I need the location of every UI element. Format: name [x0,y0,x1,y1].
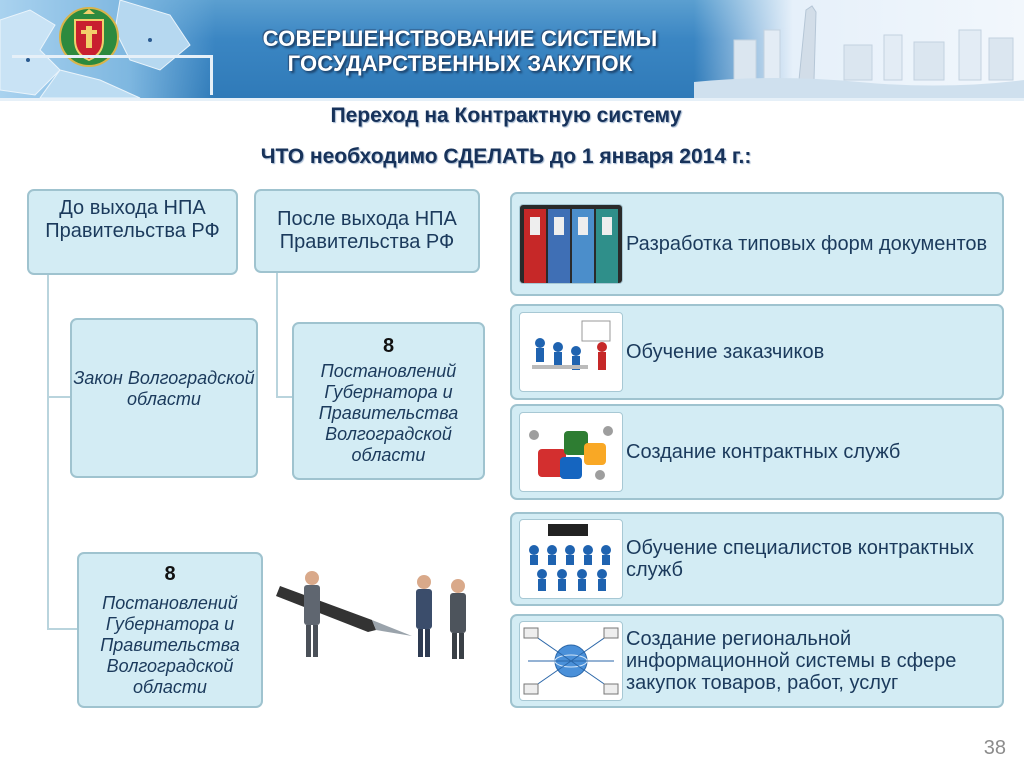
task-item [510,304,1004,400]
left-connector-to-bottom [47,628,77,630]
task-label: Обучение заказчиков [626,341,825,363]
left-resolutions-count: 8 [164,563,176,585]
before-npa-box [27,189,238,275]
task-label: Создание контрактных служб [626,441,901,463]
binders-icon [519,204,623,284]
coat-of-arms-icon [58,6,120,68]
task-label: Разработка типовых форм документов [626,233,988,255]
audience-icon [519,519,623,599]
task-label: Обучение специалистов контрактных служб [626,537,974,581]
header-banner [0,0,1024,98]
title-line-2: ГОСУДАРСТВЕННЫХ ЗАКУПОК [287,51,633,76]
after-npa-label: После выхода НПА Правительства РФ [277,208,457,253]
task-label: Создание региональной информационной системы в сфере закупок товаров, работ, услуг [626,628,957,694]
task-item [510,512,1004,606]
task-item [510,404,1004,500]
question-heading: ЧТО необходимо СДЕЛАТЬ до 1 января 2014 г.: [260,145,752,168]
network-icon [519,621,623,701]
title-line-1: СОВЕРШЕНСТВОВАНИЕ СИСТЕМЫ [262,26,658,51]
middle-connector-vertical [276,272,278,398]
left-connector-vertical [47,272,49,630]
slide-number: 38 [983,737,1006,759]
middle-connector-horizontal [276,396,293,398]
after-npa-box [254,189,480,273]
middle-resolutions-label: Постановлений Губернатора и Правительства Волгоградской области [318,361,459,465]
city-skyline [694,0,1024,98]
middle-resolutions-box [292,322,485,480]
regional-law-label: Закон Волгоградской области [73,368,255,409]
regional-law-box [70,318,258,478]
left-connector-to-law [47,396,71,398]
middle-resolutions-count: 8 [382,335,395,357]
left-resolutions-box [77,552,263,708]
page-title [215,26,705,76]
puzzle-icon [519,412,623,492]
left-resolutions-label: Постановлений Губернатора и Правительства Волгоградской области [100,593,240,697]
header-frame-vertical [210,55,213,95]
task-item [510,192,1004,296]
pen-and-people-icon [272,560,504,690]
subtitle: Переход на Контрактную систему [330,104,682,127]
training-icon [519,312,623,392]
task-item [510,614,1004,708]
header-frame-horizontal [12,55,212,58]
before-npa-label: До выхода НПА Правительства РФ [45,197,220,242]
header-divider [0,98,1024,101]
business-people-illustration [272,560,504,690]
skyline-illustration [694,0,1024,98]
